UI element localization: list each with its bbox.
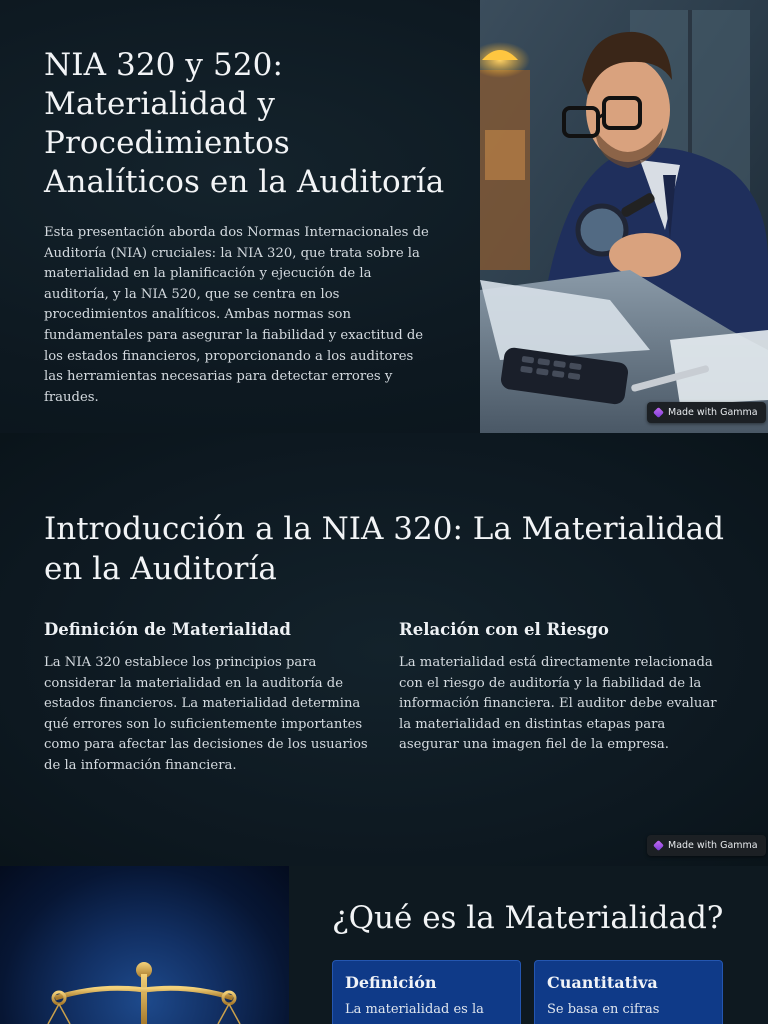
card-quantitative [534, 960, 723, 1024]
slide-introduction [0, 433, 768, 866]
made-with-gamma-badge[interactable] [647, 835, 766, 856]
column-risk [399, 619, 729, 756]
slide-what-is-materiality [0, 866, 768, 1024]
column-heading: Definición de Materialidad [44, 620, 291, 639]
column-definition [44, 619, 374, 777]
slide2-title: Introducción a la NIA 320: La Materialidad en la Auditoría [44, 511, 724, 587]
card-heading: Cuantitativa [547, 973, 658, 992]
card-text: Se basa en cifras [547, 1002, 660, 1017]
column-text: La materialidad está directamente relacionada con el riesgo de auditoría y la fiabilidad de la información financiera. El auditor debe evaluar la materialidad en distintas etapas para asegurar una imagen fiel de la empresa. [399, 655, 717, 753]
card-definition [332, 960, 521, 1024]
card-heading: Definición [345, 973, 437, 992]
slide1-title: NIA 320 y 520: Materialidad y Procedimientos Analíticos en la Auditoría [44, 47, 445, 200]
badge-label: Made with Gamma [668, 407, 758, 418]
auditor-photo [480, 0, 768, 433]
slide1-description: Esta presentación aborda dos Normas Internacionales de Auditoría (NIA) cruciales: la NIA 320, que trata sobre la materialidad en la planificación y ejecución de la auditoría, y la NIA 520, que se centra en los procedimientos analíticos. Ambas normas son fundamentales para asegurar la fiabilidad y exactitud de los estados financieros, proporcionando a los auditores las herramientas necesarias para detectar errores y fraudes. [44, 225, 429, 405]
scales-of-justice-image [0, 866, 289, 1024]
column-heading: Relación con el Riesgo [399, 620, 609, 639]
gamma-logo-icon [653, 407, 664, 418]
slide3-title: ¿Qué es la Materialidad? [332, 900, 724, 936]
made-with-gamma-badge[interactable] [647, 402, 766, 423]
gamma-logo-icon [653, 840, 664, 851]
badge-label: Made with Gamma [668, 840, 758, 851]
card-text: La materialidad es la [345, 1002, 484, 1017]
slide-title [0, 0, 768, 433]
column-text: La NIA 320 establece los principios para considerar la materialidad en la auditoría de estados financieros. La materialidad determina qué errores son lo suficientemente importantes como para afectar las decisiones de los usuarios de la información financiera. [44, 655, 368, 773]
